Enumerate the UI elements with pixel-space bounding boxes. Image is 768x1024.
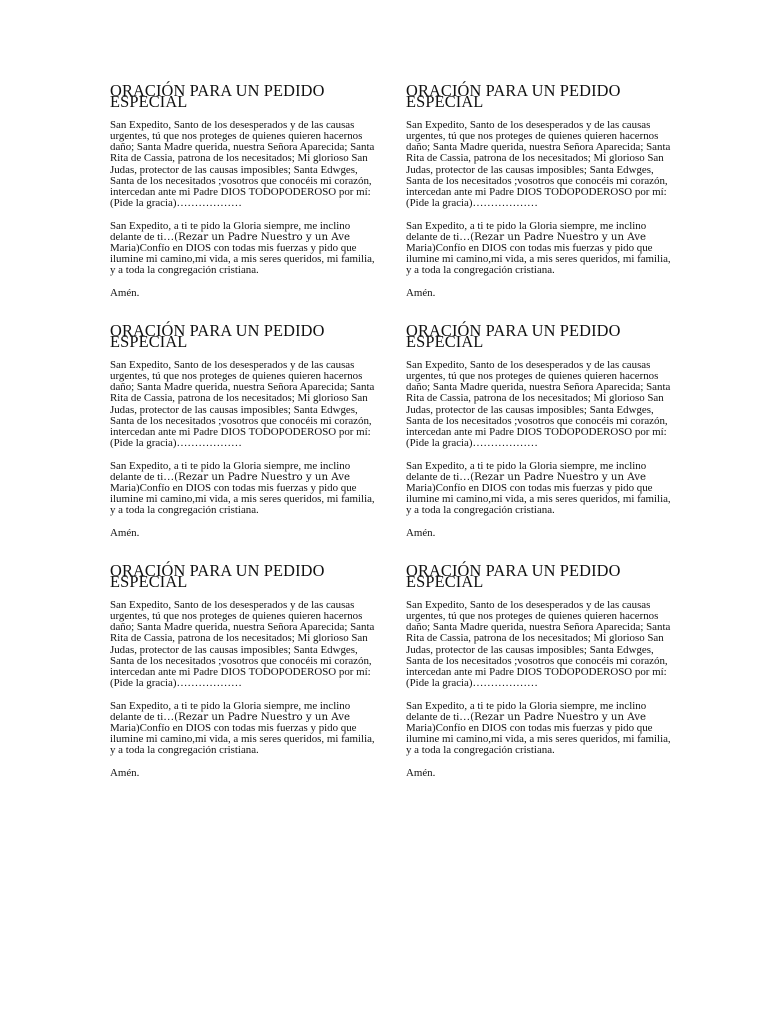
prayer-closing: Amén.: [110, 287, 140, 300]
request-dots: ………………: [472, 676, 538, 689]
prayer-paragraph-2-line-1: San Expedito, a ti te pido la Gloria siempre, me inclino: [406, 219, 647, 232]
prayer-paragraph-2-line-1: San Expedito, a ti te pido la Gloria siempre, me inclino: [110, 459, 351, 472]
prayer-card-middle-right: [406, 321, 674, 540]
prayer-paragraph-2-rest: Maria)Confío en DIOS con todas mis fuerzas y pido que ilumine mi camino,mi vida, a mis seres queridos, mi familia, y a toda la congregación cristiana.: [406, 482, 671, 517]
request-dots: ………………: [176, 196, 242, 209]
prayer-closing: Amén.: [406, 767, 436, 780]
prayer-closing: Amén.: [406, 287, 436, 300]
paragraph-2-highlight: (Rezar un Padre Nuestro y un Ave: [174, 472, 350, 484]
prayer-title: ORACIÓN PARA UN PEDIDO ESPECIAL: [406, 561, 621, 592]
request-label: (Pide la gracia): [110, 436, 177, 449]
paragraph-2-highlight: (Rezar un Padre Nuestro y un Ave: [174, 232, 350, 244]
paragraph-2-highlight: (Rezar un Padre Nuestro y un Ave: [174, 712, 350, 724]
prayer-paragraph-2-line-1: San Expedito, a ti te pido la Gloria siempre, me inclino: [406, 459, 647, 472]
prayer-paragraph-1: San Expedito, Santo de los desesperados y de las causas urgentes, tú que nos proteges de quienes quieren hacernos daño; Santa Madre querida, nuestra Señora Aparecida; Santa Rita de Cassia, patrona de los necesitados; Mi glorioso San Judas, protector de las causas imposibles; Santa Edwges, Santa de los necesitados ;vosotros que conocéis mi corazón, intercedan ante mi Padre DIOS TODOPODEROSO por mí:: [110, 119, 375, 198]
prayer-request-line: [406, 678, 674, 689]
prayer-paragraph-1: San Expedito, Santo de los desesperados y de las causas urgentes, tú que nos proteges de quienes quieren hacernos daño; Santa Madre querida, nuestra Señora Aparecida; Santa Rita de Cassia, patrona de los necesitados; Mi glorioso San Judas, protector de las causas imposibles; Santa Edwges, Santa de los necesitados ;vosotros que conocéis mi corazón, intercedan ante mi Padre DIOS TODOPODEROSO por mí:: [110, 359, 375, 438]
request-dots: ………………: [176, 436, 242, 449]
paragraph-2-prefix: delante de ti…: [110, 471, 175, 484]
prayer-card-top-left: [110, 81, 378, 300]
request-dots: ………………: [472, 196, 538, 209]
paragraph-2-prefix: delante de ti…: [406, 471, 471, 484]
prayer-paragraph-2-line-1: San Expedito, a ti te pido la Gloria siempre, me inclino: [110, 699, 351, 712]
paragraph-2-highlight: (Rezar un Padre Nuestro y un Ave: [470, 232, 646, 244]
prayer-request-line: [110, 198, 378, 209]
prayer-closing: Amén.: [110, 767, 140, 780]
prayer-title: ORACIÓN PARA UN PEDIDO ESPECIAL: [406, 321, 621, 352]
paragraph-2-prefix: delante de ti…: [406, 711, 471, 724]
prayer-title: ORACIÓN PARA UN PEDIDO ESPECIAL: [406, 81, 621, 112]
prayer-paragraph-1: San Expedito, Santo de los desesperados y de las causas urgentes, tú que nos proteges de quienes quieren hacernos daño; Santa Madre querida, nuestra Señora Aparecida; Santa Rita de Cassia, patrona de los necesitados; Mi glorioso San Judas, protector de las causas imposibles; Santa Edwges, Santa de los necesitados ;vosotros que conocéis mi corazón, intercedan ante mi Padre DIOS TODOPODEROSO por mí:: [406, 119, 671, 198]
prayer-title: ORACIÓN PARA UN PEDIDO ESPECIAL: [110, 81, 325, 112]
prayer-request-line: [406, 438, 674, 449]
prayer-closing: Amén.: [110, 527, 140, 540]
prayer-paragraph-2-rest: Maria)Confío en DIOS con todas mis fuerzas y pido que ilumine mi camino,mi vida, a mis seres queridos, mi familia, y a toda la congregación cristiana.: [110, 242, 375, 277]
request-label: (Pide la gracia): [110, 196, 177, 209]
request-label: (Pide la gracia): [110, 676, 177, 689]
prayer-title: ORACIÓN PARA UN PEDIDO ESPECIAL: [110, 561, 325, 592]
paragraph-2-highlight: (Rezar un Padre Nuestro y un Ave: [470, 712, 646, 724]
prayer-paragraph-2-line-1: San Expedito, a ti te pido la Gloria siempre, me inclino: [406, 699, 647, 712]
request-label: (Pide la gracia): [406, 196, 473, 209]
request-dots: ………………: [472, 436, 538, 449]
prayer-paragraph-1: San Expedito, Santo de los desesperados y de las causas urgentes, tú que nos proteges de quienes quieren hacernos daño; Santa Madre querida, nuestra Señora Aparecida; Santa Rita de Cassia, patrona de los necesitados; Mi glorioso San Judas, protector de las causas imposibles; Santa Edwges, Santa de los necesitados ;vosotros que conocéis mi corazón, intercedan ante mi Padre DIOS TODOPODEROSO por mí:: [406, 599, 671, 678]
prayer-paragraph-1: San Expedito, Santo de los desesperados y de las causas urgentes, tú que nos proteges de quienes quieren hacernos daño; Santa Madre querida, nuestra Señora Aparecida; Santa Rita de Cassia, patrona de los necesitados; Mi glorioso San Judas, protector de las causas imposibles; Santa Edwges, Santa de los necesitados ;vosotros que conocéis mi corazón, intercedan ante mi Padre DIOS TODOPODEROSO por mí:: [110, 599, 375, 678]
request-label: (Pide la gracia): [406, 436, 473, 449]
prayer-paragraph-2-rest: Maria)Confío en DIOS con todas mis fuerzas y pido que ilumine mi camino,mi vida, a mis seres queridos, mi familia, y a toda la congregación cristiana.: [406, 242, 671, 277]
prayer-card-top-right: [406, 81, 674, 300]
prayer-paragraph-2-line-1: San Expedito, a ti te pido la Gloria siempre, me inclino: [110, 219, 351, 232]
paragraph-2-prefix: delante de ti…: [110, 711, 175, 724]
prayer-card-bottom-left: [110, 561, 378, 780]
prayer-card-bottom-right: [406, 561, 674, 780]
prayer-paragraph-1: San Expedito, Santo de los desesperados y de las causas urgentes, tú que nos proteges de quienes quieren hacernos daño; Santa Madre querida, nuestra Señora Aparecida; Santa Rita de Cassia, patrona de los necesitados; Mi glorioso San Judas, protector de las causas imposibles; Santa Edwges, Santa de los necesitados ;vosotros que conocéis mi corazón, intercedan ante mi Padre DIOS TODOPODEROSO por mí:: [406, 359, 671, 438]
prayer-card-middle-left: [110, 321, 378, 540]
prayer-request-line: [406, 198, 674, 209]
prayer-paragraph-2-rest: Maria)Confío en DIOS con todas mis fuerzas y pido que ilumine mi camino,mi vida, a mis seres queridos, mi familia, y a toda la congregación cristiana.: [110, 722, 375, 757]
prayer-paragraph-2-rest: Maria)Confío en DIOS con todas mis fuerzas y pido que ilumine mi camino,mi vida, a mis seres queridos, mi familia, y a toda la congregación cristiana.: [110, 482, 375, 517]
paragraph-2-highlight: (Rezar un Padre Nuestro y un Ave: [470, 472, 646, 484]
prayer-paragraph-2-rest: Maria)Confío en DIOS con todas mis fuerzas y pido que ilumine mi camino,mi vida, a mis seres queridos, mi familia, y a toda la congregación cristiana.: [406, 722, 671, 757]
paragraph-2-prefix: delante de ti…: [110, 231, 175, 244]
prayer-request-line: [110, 438, 378, 449]
prayer-closing: Amén.: [406, 527, 436, 540]
paragraph-2-prefix: delante de ti…: [406, 231, 471, 244]
prayer-request-line: [110, 678, 378, 689]
request-label: (Pide la gracia): [406, 676, 473, 689]
request-dots: ………………: [176, 676, 242, 689]
prayer-title: ORACIÓN PARA UN PEDIDO ESPECIAL: [110, 321, 325, 352]
